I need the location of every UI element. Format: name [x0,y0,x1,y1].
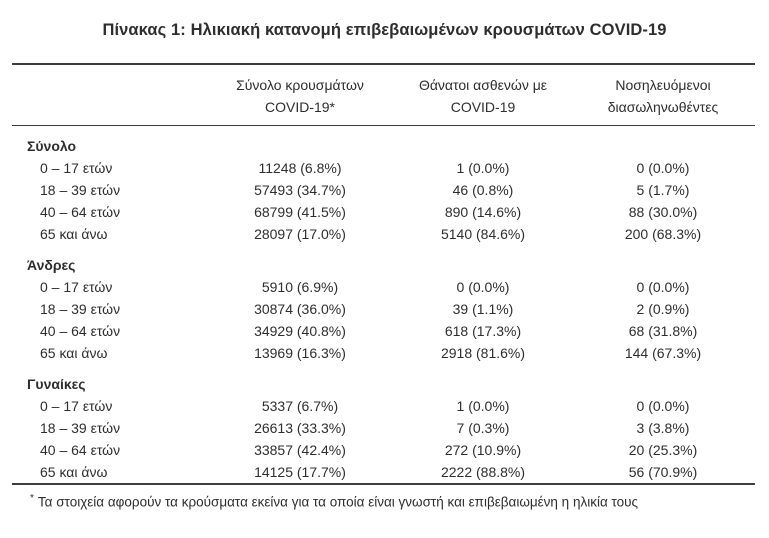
column-header-intubated [571,64,755,126]
cases-cell: 28097 (17.0%) [254,226,346,242]
age-label: 65 και άνω [40,226,108,242]
group-row-women [12,364,755,395]
deaths-cell: 2918 (81.6%) [440,345,526,361]
table-footnote [30,490,755,512]
age-label: 18 – 39 ετών [40,301,121,317]
table-row [12,342,755,364]
group-label: Σύνολο [27,138,77,154]
deaths-cell: 618 (17.3%) [444,323,522,339]
intubated-cell: 200 (68.3%) [624,226,702,242]
cases-cell: 11248 (6.8%) [258,160,342,176]
table-row [12,298,755,320]
age-label: 65 και άνω [40,345,108,361]
footnote-asterisk: * [30,493,34,504]
column-header-cases [205,64,395,126]
table-row [12,179,755,201]
table-header [12,64,755,126]
intubated-cell: 3 (3.8%) [636,420,690,436]
intubated-cell: 88 (30.0%) [628,204,698,220]
intubated-cell: 2 (0.9%) [636,301,690,317]
cases-cell: 26613 (33.3%) [254,420,346,436]
age-label: 40 – 64 ετών [40,204,121,220]
intubated-cell: 0 (0.0%) [636,398,690,414]
cases-cell: 68799 (41.5%) [254,204,346,220]
table-row [12,157,755,179]
age-label: 18 – 39 ετών [40,182,121,198]
group-row-men [12,245,755,276]
table-row [12,276,755,298]
deaths-cell: 272 (10.9%) [444,442,522,458]
group-label: Άνδρες [27,257,76,273]
deaths-cell: 46 (0.8%) [452,182,514,198]
intubated-cell: 5 (1.7%) [636,182,690,198]
table-row [12,223,755,245]
column-header-cases-line2: COVID-19* [264,99,336,115]
column-header-empty [12,64,205,126]
age-label: 0 – 17 ετών [40,160,113,176]
age-distribution-table [12,63,755,485]
footnote-text: Τα στοιχεία αφορούν τα κρούσματα εκείνα για τα οποία είναι γνωστή και επιβεβαιωμένη η ηλικία τους [37,494,639,510]
group-row-total [12,126,755,158]
column-header-intubated-line1: Νοσηλευόμενοι [615,77,711,93]
cases-cell: 33857 (42.4%) [254,442,346,458]
intubated-cell: 0 (0.0%) [636,279,690,295]
column-header-intubated-line2: διασωληνωθέντες [607,99,719,115]
cases-cell: 30874 (36.0%) [254,301,346,317]
cases-cell: 57493 (34.7%) [254,182,346,198]
age-label: 0 – 17 ετών [40,279,113,295]
table-row [12,201,755,223]
cases-cell: 5337 (6.7%) [261,398,339,414]
column-header-deaths-line2: COVID-19 [450,99,516,115]
cases-cell: 5910 (6.9%) [261,279,339,295]
group-label: Γυναίκες [27,376,86,392]
table-row [12,439,755,461]
table-row [12,461,755,484]
age-label: 40 – 64 ετών [40,442,121,458]
column-header-deaths [395,64,571,126]
age-label: 65 και άνω [40,464,108,480]
table-row [12,320,755,342]
deaths-cell: 1 (0.0%) [456,160,510,176]
cases-cell: 34929 (40.8%) [254,323,346,339]
age-label: 0 – 17 ετών [40,398,113,414]
table-body [12,126,755,485]
cases-cell: 14125 (17.7%) [254,464,346,480]
deaths-cell: 2222 (88.8%) [440,464,526,480]
age-label: 40 – 64 ετών [40,323,121,339]
deaths-cell: 1 (0.0%) [456,398,510,414]
cases-cell: 13969 (16.3%) [254,345,346,361]
table-row [12,417,755,439]
age-label: 18 – 39 ετών [40,420,121,436]
column-header-deaths-line1: Θάνατοι ασθενών με [418,77,548,93]
intubated-cell: 56 (70.9%) [628,464,698,480]
intubated-cell: 68 (31.8%) [628,323,698,339]
intubated-cell: 20 (25.3%) [628,442,698,458]
deaths-cell: 890 (14.6%) [444,204,522,220]
intubated-cell: 0 (0.0%) [636,160,690,176]
column-header-cases-line1: Σύνολο κρουσμάτων [236,77,364,93]
intubated-cell: 144 (67.3%) [624,345,702,361]
table-title: Πίνακας 1: Ηλικιακή κατανομή επιβεβαιωμένων κρουσμάτων COVID-19 [102,21,667,39]
deaths-cell: 5140 (84.6%) [440,226,526,242]
deaths-cell: 0 (0.0%) [456,279,510,295]
table-row [12,395,755,417]
deaths-cell: 7 (0.3%) [456,420,510,436]
deaths-cell: 39 (1.1%) [452,301,514,317]
